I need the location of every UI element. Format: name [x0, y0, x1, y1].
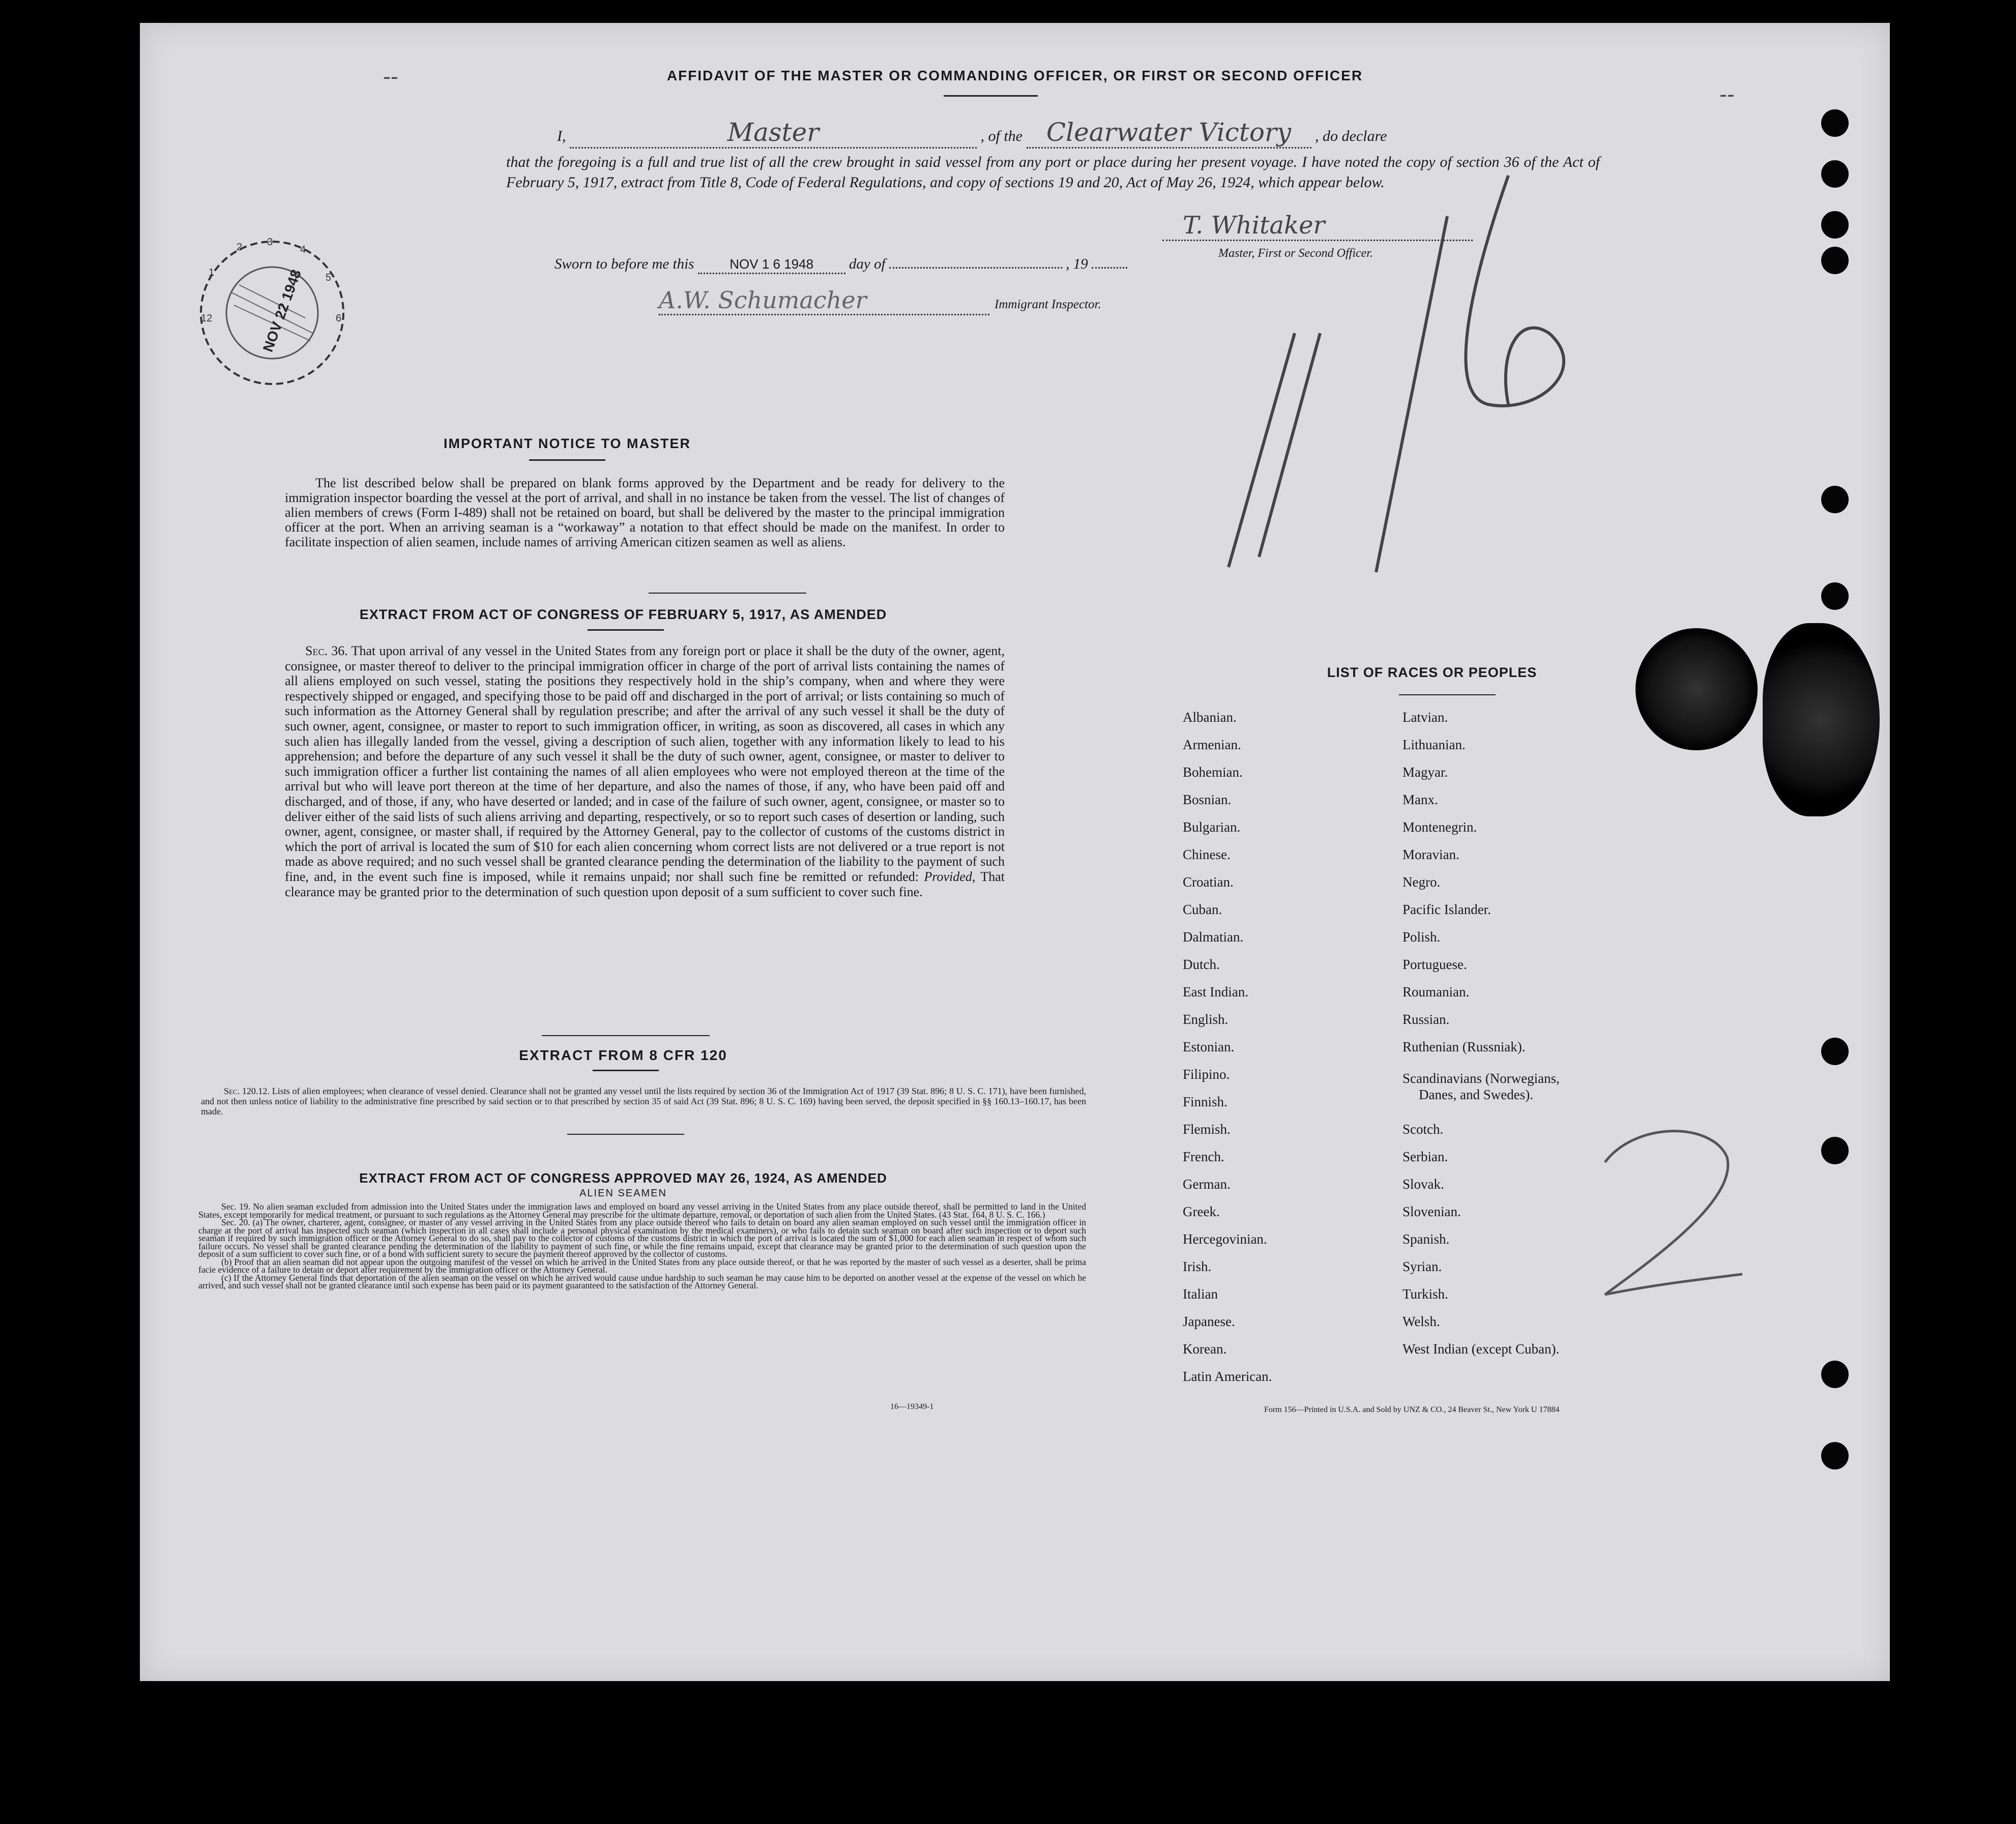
race-item: Turkish. — [1403, 1286, 1448, 1302]
sworn-day-of: day of — [849, 256, 886, 272]
sworn-year-field — [1092, 267, 1127, 269]
race-item: Serbian. — [1403, 1149, 1448, 1164]
inspector-signature: A.W. Schumacher — [659, 286, 867, 314]
race-item: Hercegovinian. — [1183, 1231, 1267, 1247]
binder-hole — [1821, 211, 1849, 239]
stamp-date: NOV 22 1948 — [259, 267, 304, 354]
signature-caption: Master, First or Second Officer. — [1218, 247, 1373, 260]
sec-36-end: That clearance may be granted prior to the determination of such question upon deposit of a sum sufficient to cover such fine. — [285, 869, 1005, 899]
sec-20a-text: Sec. 20. (a) The owner, charterer, agent, consignee, or master of any vessel arriving in the United States from any place outside thereof who fails to detain on board any alien seaman employed on such vessel until the immigration officer in charge at the port of arrival has inspected such seaman (which inspection in all cases shall include a personal physical examination by the medical examiners), or who fails to detain such seaman on board after such inspection or to deport such seaman if required by such immigration officer or the Attorney General to do so, shall pay to the collector of customs of the customs district in which the port of arrival is located the sum of $1,000 for each alien seaman in respect of whom such failure occurs. No vessel shall be granted clearance pending the determination of the liability to payment of such fine, or while the fine remains unpaid, except that clearance may be granted prior to the determination of such question upon the deposit of a sum sufficient to cover such fine, or of a bond with sufficient surety to secure the payment thereof approved by the collector of customs. — [198, 1217, 1086, 1259]
binder-hole — [1821, 1442, 1849, 1469]
binder-hole — [1821, 247, 1849, 274]
race-item: Chinese. — [1183, 847, 1231, 862]
race-item: Bulgarian. — [1183, 819, 1241, 835]
stamp-digit: 2 — [237, 242, 243, 253]
stamp-digit: 1 — [209, 267, 215, 278]
stamp-digit: 3 — [267, 237, 273, 248]
race-item: Flemish. — [1183, 1122, 1231, 1137]
race-item: Danes, and Swedes). — [1419, 1087, 1533, 1102]
race-item: Magyar. — [1403, 764, 1448, 780]
form-footer: Form 156—Printed in U.S.A. and Sold by UNZ & CO., 24 Beaver St., New York U 17884 — [1264, 1405, 1560, 1414]
binder-hole — [1821, 486, 1849, 513]
extract-1917-rule — [588, 629, 664, 631]
master-handwriting: Master — [727, 117, 820, 147]
stamp-digit: 5 — [326, 272, 332, 283]
race-item: Manx. — [1403, 792, 1438, 807]
race-item: Polish. — [1403, 929, 1441, 945]
stamp-digit: 4 — [300, 244, 306, 255]
race-item: Filipino. — [1183, 1067, 1230, 1082]
extract-1924-title: EXTRACT FROM ACT OF CONGRESS APPROVED MAY 26, 1924, AS AMENDED — [359, 1170, 887, 1186]
notice-body: The list described below shall be prepared on blank forms approved by the Department and be ready for delivery to the immigration inspector boarding the vessel at the port of arrival, and shall in no instance be taken from the vessel. The list of changes of alien members of crews (Form I-489) shall not be retained on board, but shall be delivered by the master to the principal immigration officer at the port. When an arriving seaman is a “workaway” a notation to that effect should be made on the manifest. In order to facilitate inspection of alien seamen, include names of arriving American citizen seamen as well as aliens. — [285, 476, 1005, 549]
affidavit-title: AFFIDAVIT OF THE MASTER OR COMMANDING OFFICER, OR FIRST OR SECOND OFFICER — [666, 68, 1363, 83]
race-item: Bohemian. — [1183, 764, 1243, 780]
binder-hole — [1821, 160, 1849, 188]
race-item: Latin American. — [1183, 1369, 1272, 1384]
vessel-handwriting: Clearwater Victory — [1046, 117, 1292, 147]
cfr-body — [201, 1086, 1086, 1116]
race-item: Scotch. — [1403, 1122, 1444, 1137]
sworn-line — [554, 256, 1127, 274]
notary-seal-left — [1635, 628, 1758, 750]
race-item: Korean. — [1183, 1341, 1227, 1357]
inspector-caption: Immigrant Inspector. — [995, 298, 1101, 311]
handwritten-2-strokes — [1534, 1101, 1747, 1325]
corner-mark-right: -- — [1719, 81, 1735, 107]
binder-hole — [1821, 582, 1849, 610]
race-item: Roumanian. — [1403, 984, 1470, 999]
race-item: Cuban. — [1183, 902, 1222, 917]
races-rule — [1399, 694, 1496, 695]
arrival-stamp — [191, 237, 354, 389]
sworn-date-stamp: NOV 1 6 1948 — [729, 256, 814, 272]
race-item: Ruthenian (Russniak). — [1403, 1039, 1526, 1054]
race-item: Albanian. — [1183, 710, 1237, 725]
sworn-prefix: Sworn to before me this — [554, 256, 694, 272]
sec-20c-text: (c) If the Attorney General finds that deportation of the alien seaman on the vessel on which he arrived would cause undue hardship to such seaman he may cause him to be deported on another vessel at the expense of the vessel on which he arrived, and such vessel shall not be granted clearance until such expense has been paid or its payment guaranteed to the satisfaction of the Attorney General. — [198, 1272, 1086, 1290]
title-rule — [944, 95, 1038, 97]
master-field — [570, 117, 977, 149]
cfr-sec-text: Lists of alien employees; when clearance of vessel denied. Clearance shall not be granted any vessel until the lists required by section 36 of the Immigration Act of 1917 (39 Stat. 896; 8 U. S. C. 171), have been furnished, and not then unless notice of liability to the administrative fine prescribed by said section or to that prescribed by section 35 of said Act (39 Stat. 896; 8 U. S. C. 169) having been served, the deposit specified in §§ 160.13–160.17, has been made. — [201, 1086, 1087, 1116]
sec-36-label: Sec. 36. — [305, 643, 348, 658]
sworn-month-field — [889, 267, 1062, 269]
cfr-title: EXTRACT FROM 8 CFR 120 — [519, 1047, 727, 1063]
notice-rule — [529, 459, 605, 461]
race-item: Latvian. — [1403, 710, 1448, 725]
race-item: Croatian. — [1183, 874, 1234, 890]
race-item: French. — [1183, 1149, 1224, 1164]
race-item: Slovenian. — [1403, 1204, 1461, 1219]
race-item: Spanish. — [1403, 1231, 1450, 1247]
document-page — [140, 23, 1890, 1681]
extract-1924-subtitle: ALIEN SEAMEN — [579, 1188, 667, 1199]
notice-title: IMPORTANT NOTICE TO MASTER — [444, 436, 691, 451]
binder-hole — [1821, 1137, 1849, 1164]
extract-1924-code: 16—19349-1 — [890, 1402, 934, 1411]
affidavit-declare: , do declare — [1315, 128, 1387, 144]
race-item: Armenian. — [1183, 737, 1241, 752]
affidavit-of-the: , of the — [980, 128, 1022, 144]
stamp-digit: 6 — [336, 313, 342, 324]
race-item: German. — [1183, 1176, 1231, 1192]
corner-mark-left: -- — [383, 64, 398, 90]
binder-hole — [1821, 1038, 1849, 1065]
race-item: West Indian (except Cuban). — [1403, 1341, 1560, 1357]
sworn-date-field — [698, 256, 845, 274]
race-item: Pacific Islander. — [1403, 902, 1491, 917]
sec-20b-text: (b) Proof that an alien seaman did not appear upon the outgoing manifest of the vessel on which he arrived in the United States from any place outside thereof, or that he was reported by the master of such vessel as a deserter, shall be prima facie evidence of a failure to detain or deport after requirement by the immigration officer or the Attorney General. — [198, 1256, 1086, 1275]
affidavit-i: I, — [557, 128, 566, 144]
race-item: East Indian. — [1183, 984, 1248, 999]
stamp-digit: 12 — [201, 313, 213, 324]
affidavit-body: that the foregoing is a full and true list of all the crew brought in said vessel from any port or place during her present voyage. I have noted the copy of section 36 of the Act of February 5, 1917, extract from Title 8, Code of Federal Regulations, and copy of sections 19 and 20, Act of May 26, 1924, which appear below. — [506, 154, 1600, 191]
race-item: Syrian. — [1403, 1259, 1442, 1274]
sec-19-text: Sec. 19. No alien seaman excluded from admission into the United States under the immigration laws and employed on board any vessel arriving in the United States from any place outside thereof, shall be permitted to land in the United States, except temporarily for medical treatment, or pursuant to such regulations as the Attorney General may prescribe for the ultimate departure, removal, or deportation of such alien from the United States. (43 Stat. 164, 8 U. S. C. 166.) — [198, 1201, 1086, 1220]
race-item: Dalmatian. — [1183, 929, 1244, 945]
extract-1917-title: EXTRACT FROM ACT OF CONGRESS OF FEBRUARY 5, 1917, AS AMENDED — [359, 607, 887, 622]
race-item: Slovak. — [1403, 1176, 1444, 1192]
race-item: Russian. — [1403, 1012, 1450, 1027]
binder-hole — [1821, 1361, 1849, 1388]
sworn-year: , 19 — [1066, 256, 1088, 272]
extract-1924-body — [198, 1203, 1086, 1290]
race-item: Dutch. — [1183, 957, 1220, 972]
cfr-sec-label: Sec. 120.12. — [224, 1086, 270, 1096]
race-item: Greek. — [1183, 1204, 1220, 1219]
notary-seal-right — [1763, 623, 1880, 816]
races-title: LIST OF RACES OR PEOPLES — [1327, 665, 1537, 680]
race-item: Estonian. — [1183, 1039, 1235, 1054]
race-item: Welsh. — [1403, 1314, 1440, 1329]
handwritten-1116-strokes — [1183, 140, 1691, 598]
master-signature: T. Whitaker — [1183, 211, 1325, 240]
race-item: Montenegrin. — [1403, 819, 1477, 835]
race-item: English. — [1183, 1012, 1229, 1027]
race-item: Negro. — [1403, 874, 1441, 890]
provided-label: Provided, — [924, 869, 976, 884]
race-item: Scandinavians (Norwegians, — [1403, 1071, 1560, 1086]
race-item: Finnish. — [1183, 1094, 1228, 1109]
race-item: Irish. — [1183, 1259, 1212, 1274]
notice-end-rule — [649, 593, 806, 594]
race-item: Portuguese. — [1403, 957, 1467, 972]
inspector-field — [659, 286, 989, 315]
race-item: Japanese. — [1183, 1314, 1235, 1329]
cfr-rule — [593, 1070, 659, 1071]
sec-36-text: That upon arrival of any vessel in the United States from any foreign port or place it shall be the duty of the owner, agent, consignee, or master thereof to deliver to the principal immigration officer in charge of the port of arrival lists containing the names of all aliens employed on such vessel, stating the positions they respectively hold in the ship’s company, when and where they were respectively shipped or engaged, and specifying those to be paid off and discharged in the port of arrival; or lists containing so much of such information as the Attorney General shall by regulation prescribe; and after the arrival of any such vessel it shall be the duty of such owner, agent, consignee, or master to report to such immigration officer, in writing, as soon as discovered, all cases in which any such alien has illegally landed from the vessel, giving a description of such alien, together with any information likely to lead to his apprehension; and before the departure of any such vessel it shall be the duty of such owner, agent, consignee, or master to deliver to such immigration officer a further list containing the names of all alien employees who were not employed thereon at the time of the arrival but who will leave port thereon at the time of her departure, and also the names of those, if any, who have been paid off and discharged, and of those, if any, who have deserted or landed; and in case of the failure of such owner, agent, consignee, or master so to deliver either of the said lists of such aliens arriving and departing, respectively, or so to report such cases of desertion or landing, such owner, agent, consignee, or master shall, if required by the Attorney General, pay to the collector of customs of the customs district in which the port of arrival is located the sum of $10 for each alien concerning whom correct lists are not delivered or a true report is not made as above required; and no such vessel shall be granted clearance pending the determination of the liability to the payment of such fine, and, in the event such fine is imposed, while it remains unpaid; nor shall such fine be remitted or refunded: — [285, 643, 1005, 884]
race-item: Italian — [1183, 1286, 1218, 1302]
extract-1917-body — [285, 643, 1005, 899]
race-item: Lithuanian. — [1403, 737, 1466, 752]
binder-hole — [1821, 109, 1849, 137]
extract-1917-end-rule — [542, 1035, 710, 1036]
race-item: Moravian. — [1403, 847, 1459, 862]
cfr-end-rule — [567, 1134, 684, 1135]
race-item: Bosnian. — [1183, 792, 1232, 807]
